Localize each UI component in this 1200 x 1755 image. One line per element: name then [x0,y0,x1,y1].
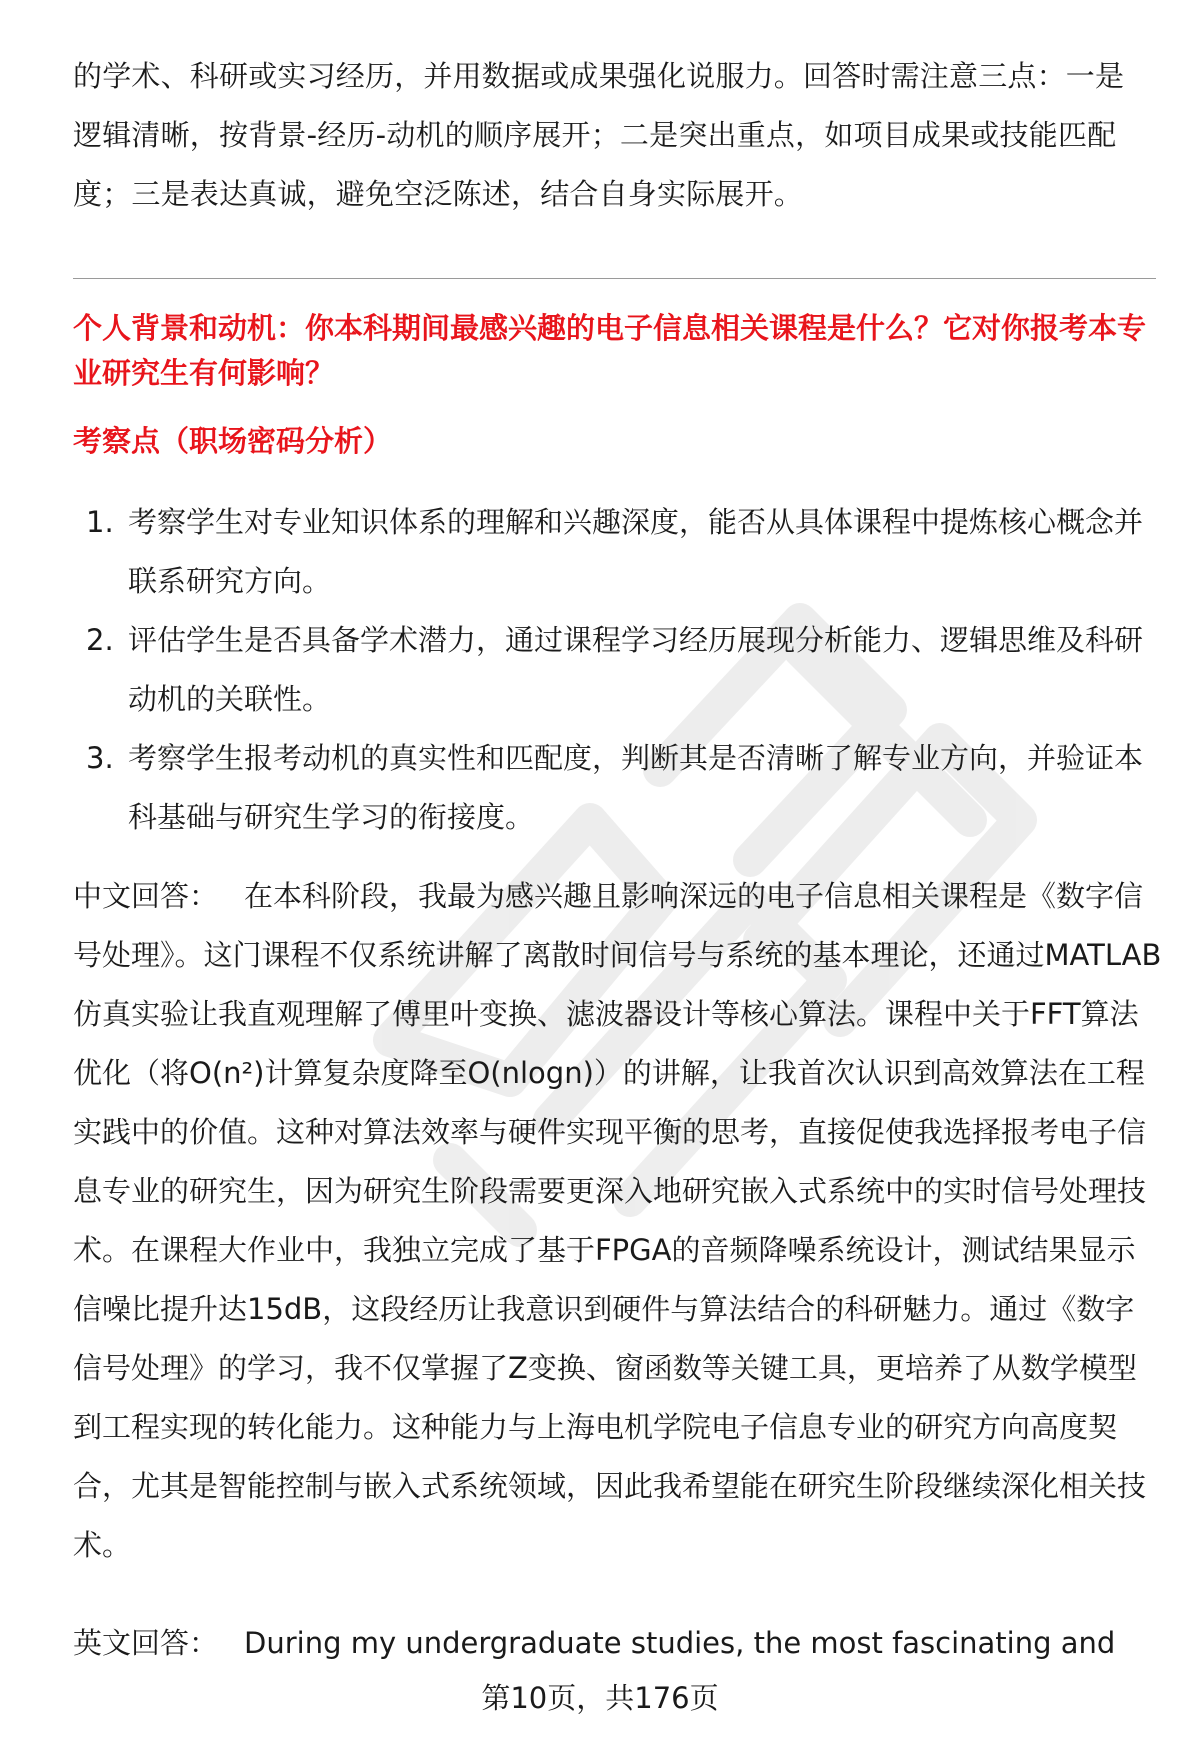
list-item [0,729,1200,847]
chinese-answer [73,867,1163,1575]
list-item [0,611,1200,729]
list-item-text: 考察学生对专业知识体系的理解和兴趣深度，能否从具体课程中提炼核心概念并联系研究方向。 [128,505,1144,598]
question-title: 个人背景和动机：你本科期间最感兴趣的电子信息相关课程是什么？它对你报考本专业研究生有何影响？ [73,311,1147,390]
list-item-number: 1. [86,505,114,539]
list-item-number: 2. [86,623,114,657]
chinese-answer-label: 中文回答： [73,879,219,913]
english-answer-text: During my undergraduate studies, the most fascinating and [244,1626,1116,1660]
list-item [0,493,1200,611]
assessment-points-list [0,493,1200,847]
list-item-text: 考察学生报考动机的真实性和匹配度，判断其是否清晰了解专业方向，并验证本科基础与研究生学习的衔接度。 [128,741,1144,834]
assessment-points-heading: 考察点（职场密码分析） [73,424,393,458]
page-footer: 第10页，共176页 [481,1681,719,1715]
list-item-text: 评估学生是否具备学术潜力，通过课程学习经历展现分析能力、逻辑思维及科研动机的关联性。 [128,623,1144,716]
english-answer-label: 英文回答： [73,1626,219,1660]
list-item-number: 3. [86,741,114,775]
section-divider [73,278,1156,279]
chinese-answer-text: 在本科阶段，我最为感兴趣且影响深远的电子信息相关课程是《数字信号处理》。这门课程不仅系统讲解了离散时间信号与系统的基本理论，还通过MATLAB仿真实验让我直观理解了傅里叶变换、滤波器设计等核心算法。课程中关于FFT算法优化（将O(n²)计算复杂度降至O(nlogn)）的讲解，让我首次认识到高效算法在工程实践中的价值。这种对算法效率与硬件实现平衡的思考，直接促使我选择报考电子信息专业的研究生，因为研究生阶段需要更深入地研究嵌入式系统中的实时信号处理技术。在课程大作业中，我独立完成了基于FPGA的音频降噪系统设计，测试结果显示信噪比提升达15dB，这段经历让我意识到硬件与算法结合的科研魅力。通过《数字信号处理》的学习，我不仅掌握了Z变换、窗函数等关键工具，更培养了从数学模型到工程实现的转化能力。这种能力与上海电机学院电子信息专业的研究方向高度契合，尤其是智能控制与嵌入式系统领域，因此我希望能在研究生阶段继续深化相关技术。 [73,879,1162,1562]
english-answer [73,1614,1163,1673]
intro-paragraph: 的学术、科研或实习经历，并用数据或成果强化说服力。回答时需注意三点：一是逻辑清晰，按背景-经历-动机的顺序展开；二是突出重点，如项目成果或技能匹配度；三是表达真诚，避免空泛陈述，结合自身实际展开。 [73,59,1125,211]
